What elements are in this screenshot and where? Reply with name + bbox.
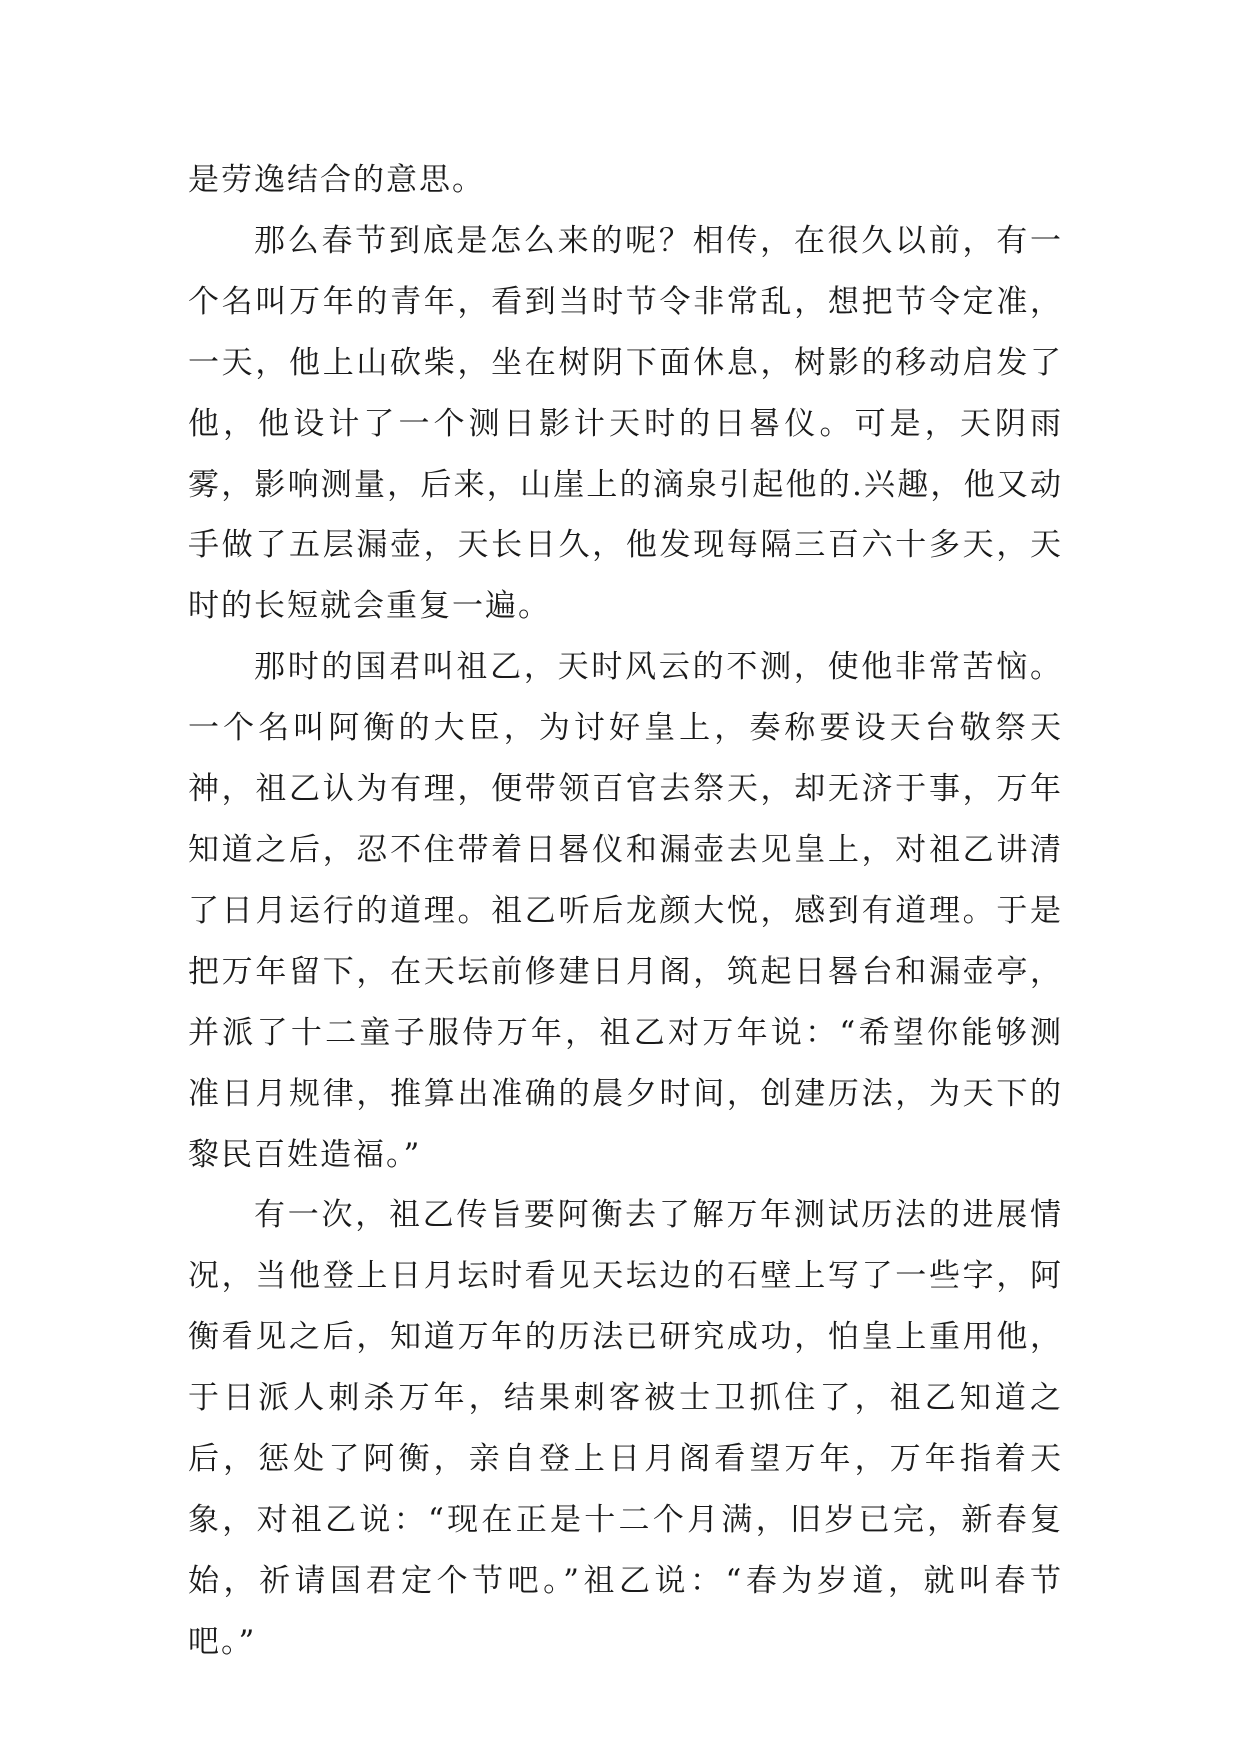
paragraph-naming-spring-festival: 有一次，祖乙传旨要阿衡去了解万年测试历法的进展情况，当他登上日月坛时看见天坛边的石壁上写了一些字，阿衡看见之后，知道万年的历法已研究成功，怕皇上重用他，于日派人刺杀万年，结果刺客被士卫抓住了，祖乙知道之后，惩处了阿衡，亲自登上日月阁看望万年，万年指着天象，对祖乙说：“现在正是十二个月满，旧岁已完，新春复始，祈请国君定个节吧。”祖乙说：“春为岁道，就叫春节吧。” [188,1197,1063,1660]
paragraph-continuation: 是劳逸结合的意思。 [188,162,485,198]
paragraph-origin-of-spring-festival: 那么春节到底是怎么来的呢？相传，在很久以前，有一个名叫万年的青年，看到当时节令非常乱，想把节令定准，一天，他上山砍柴，坐在树阴下面休息，树影的移动启发了他，他设计了一个测日影计天时的日晷仪。可是，天阴雨雾，影响测量，后来，山崖上的滴泉引起他的.兴趣，他又动手做了五层漏壶，天长日久，他发现每隔三百六十多天，天时的长短就会重复一遍。 [188,222,1063,625]
paragraph-king-zuyi: 那时的国君叫祖乙，天时风云的不测，使他非常苦恼。一个名叫阿衡的大臣，为讨好皇上，奏称要设天台敬祭天神，祖乙认为有理，便带领百官去祭天，却无济于事，万年知道之后，忍不住带着日晷仪和漏壶去见皇上，对祖乙讲清了日月运行的道理。祖乙听后龙颜大悦，感到有道理。于是把万年留下，在天坛前修建日月阁，筑起日晷台和漏壶亭，并派了十二童子服侍万年，祖乙对万年说：“希望你能够测准日月规律，推算出准确的晨夕时间，创建历法，为天下的黎民百姓造福。” [188,649,1063,1173]
body-text [188,150,1063,1673]
